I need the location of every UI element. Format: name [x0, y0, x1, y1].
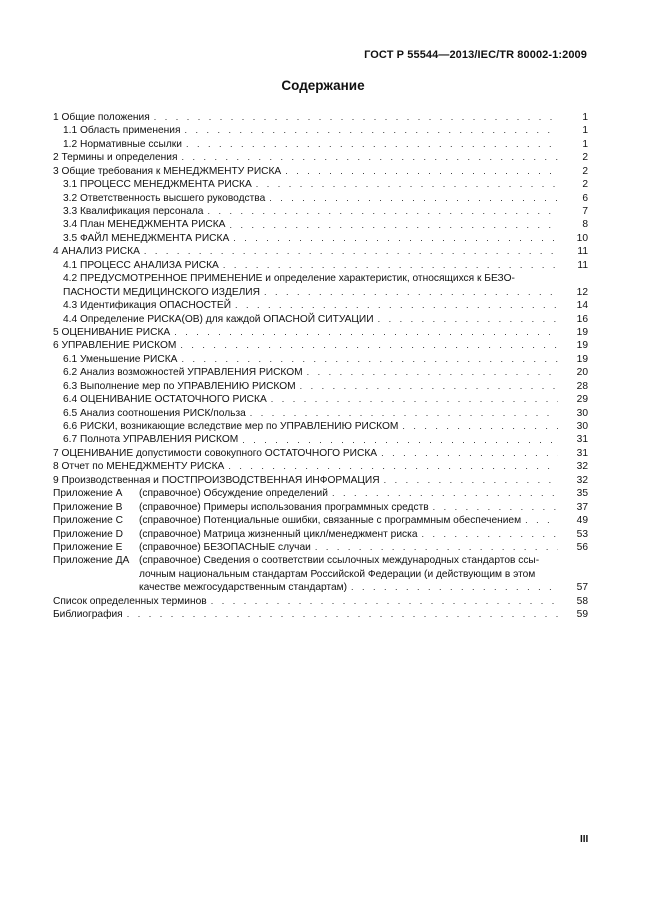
leader-dots: [181, 151, 558, 164]
toc-entry-page: 31: [576, 447, 588, 459]
leader-dots: [229, 219, 558, 232]
toc-entry-text: Библиография: [53, 609, 123, 621]
toc-entry[interactable]: [53, 420, 588, 433]
leader-dots: [421, 528, 558, 541]
leader-dots: [184, 124, 558, 137]
appendix-entry[interactable]: [53, 514, 588, 527]
leader-dots: [332, 487, 558, 500]
toc-entry[interactable]: [53, 286, 588, 299]
appendix-entry[interactable]: [53, 487, 588, 500]
toc-entry-page: 19: [576, 353, 588, 365]
leader-dots: [228, 460, 558, 473]
leader-dots: [233, 232, 558, 245]
toc-entry[interactable]: [53, 219, 588, 232]
toc-entry-page: 8: [582, 219, 588, 231]
toc-entry[interactable]: [53, 111, 588, 124]
toc-entry-page: 29: [576, 394, 588, 406]
toc-entry-page: 10: [576, 232, 588, 244]
appendix-page: 57: [576, 582, 588, 594]
table-of-contents: [53, 111, 588, 622]
toc-entry-page: 32: [576, 461, 588, 473]
appendix-text: (справочное) Примеры использования программных средств: [139, 501, 429, 513]
leader-dots: [242, 434, 558, 447]
toc-entry-page: 2: [582, 152, 588, 164]
appendix-text: (справочное) Матрица жизненный цикл/менеджмент риска: [139, 528, 418, 540]
toc-entry[interactable]: [53, 326, 588, 339]
appendix-entry[interactable]: [53, 554, 588, 567]
toc-title: Содержание: [281, 78, 365, 93]
appendix-name: Приложение С: [53, 515, 123, 527]
leader-dots: [285, 165, 558, 178]
toc-entry[interactable]: [53, 366, 588, 379]
toc-entry-page: 2: [582, 165, 588, 177]
appendix-page: 56: [576, 541, 588, 553]
appendix-entry[interactable]: [53, 541, 588, 554]
toc-entry-text: ПАСНОСТИ МЕДИЦИНСКОГО ИЗДЕЛИЯ: [63, 286, 260, 298]
leader-dots: [235, 299, 558, 312]
leader-dots: [378, 313, 558, 326]
toc-entry[interactable]: [53, 434, 588, 447]
toc-entry-page: 19: [576, 340, 588, 352]
leader-dots: [307, 366, 558, 379]
toc-entry[interactable]: [53, 205, 588, 218]
toc-entry-text: 3.4 План МЕНЕДЖМЕНТА РИСКА: [63, 219, 226, 231]
toc-entry-page: 16: [576, 313, 588, 325]
toc-entry-page: 1: [582, 111, 588, 123]
toc-entry[interactable]: [53, 124, 588, 137]
leader-dots: [402, 420, 558, 433]
leader-dots: [271, 393, 558, 406]
toc-entry-text: 6.5 Анализ соотношения РИСК/польза: [63, 407, 246, 419]
toc-entry-text: Список определенных терминов: [53, 595, 207, 607]
toc-entry-page: 6: [582, 192, 588, 204]
leader-dots: [207, 205, 558, 218]
leader-dots: [144, 245, 558, 258]
toc-entry[interactable]: [53, 178, 588, 191]
toc-entry-text: 7 ОЦЕНИВАНИЕ допустимости совокупного ОСТАТОЧНОГО РИСКА: [53, 447, 378, 459]
toc-entry[interactable]: [53, 407, 588, 420]
toc-entry[interactable]: [53, 151, 588, 164]
toc-entry-page: 1: [582, 138, 588, 150]
appendix-page: 35: [576, 488, 588, 500]
leader-dots: [223, 259, 558, 272]
leader-dots: [384, 474, 558, 487]
toc-entry-text: 8 Отчет по МЕНЕДЖМЕНТУ РИСКА: [53, 461, 225, 473]
appendix-text: (справочное) Потенциальные ошибки, связанные с программным обеспечением: [139, 515, 522, 527]
appendix-page: 37: [576, 501, 588, 513]
appendix-page: 53: [576, 528, 588, 540]
toc-entry-text: 6 УПРАВЛЕНИЕ РИСКОМ: [53, 340, 177, 352]
appendix-name: Приложение В: [53, 501, 123, 513]
toc-entry[interactable]: [53, 299, 588, 312]
toc-entry[interactable]: [53, 138, 588, 151]
toc-entry-text: 6.6 РИСКИ, возникающие вследствие мер по УПРАВЛЕНИЮ РИСКОМ: [63, 421, 399, 433]
leader-dots: [174, 326, 558, 339]
toc-entry-text: 3.5 ФАЙЛ МЕНЕДЖМЕНТА РИСКА: [63, 232, 230, 244]
toc-entry-text: 6.1 Уменьшение РИСКА: [63, 353, 178, 365]
appendix-text: (справочное) БЕЗОПАСНЫЕ случаи: [139, 541, 311, 553]
leader-dots: [250, 407, 558, 420]
toc-entry-text: 1.2 Нормативные ссылки: [63, 138, 182, 150]
appendix-text: лочным национальным стандартам Российской Федерации (и действующим в этом: [139, 568, 536, 580]
leader-dots: [256, 178, 558, 191]
toc-entry-page: 14: [576, 300, 588, 312]
appendix-entry[interactable]: [53, 568, 588, 581]
appendix-text: (справочное) Обсуждение определений: [139, 488, 328, 500]
toc-entry[interactable]: [53, 393, 588, 406]
toc-entry[interactable]: [53, 447, 588, 460]
toc-entry-text: 6.4 ОЦЕНИВАНИЕ ОСТАТОЧНОГО РИСКА: [63, 394, 267, 406]
toc-entry-page: 31: [576, 434, 588, 446]
appendix-page: 49: [576, 515, 588, 527]
toc-entry[interactable]: [53, 313, 588, 326]
appendix-entry[interactable]: [53, 501, 588, 514]
toc-entry[interactable]: [53, 232, 588, 245]
leader-dots: [525, 514, 558, 527]
leader-dots: [127, 608, 558, 621]
toc-entry-page: 11: [577, 246, 588, 258]
leader-dots: [381, 447, 558, 460]
toc-entry-text: 1 Общие положения: [53, 111, 150, 123]
leader-dots: [433, 501, 558, 514]
leader-dots: [264, 286, 558, 299]
toc-entry-page: 19: [576, 326, 588, 338]
toc-entry-text: 3.3 Квалификация персонала: [63, 206, 204, 218]
toc-entry[interactable]: [53, 595, 588, 608]
appendix-text: качестве межгосударственным стандартам): [139, 582, 348, 594]
leader-dots: [211, 595, 558, 608]
toc-entry[interactable]: [53, 272, 588, 285]
leader-dots: [269, 192, 558, 205]
toc-entry[interactable]: [53, 165, 588, 178]
toc-entry-page: 30: [576, 407, 588, 419]
leader-dots: [180, 339, 558, 352]
toc-entry-text: 6.7 Полнота УПРАВЛЕНИЯ РИСКОМ: [63, 434, 239, 446]
toc-entry-text: 4.4 Определение РИСКА(ОВ) для каждой ОПАСНОЙ СИТУАЦИИ: [63, 313, 374, 325]
appendix-text: (справочное) Сведения о соответствии ссылочных международных стандартов ссы-: [139, 555, 540, 567]
toc-entry-page: 12: [576, 286, 588, 298]
toc-entry-page: 7: [582, 206, 588, 218]
toc-entry-page: 11: [577, 259, 588, 271]
toc-entry-text: 1.1 Область применения: [63, 125, 181, 137]
toc-entry-text: 4.1 ПРОЦЕСС АНАЛИЗА РИСКА: [63, 259, 219, 271]
leader-dots: [300, 380, 558, 393]
appendix-entry[interactable]: [53, 528, 588, 541]
leader-dots: [351, 581, 558, 594]
document-code: ГОСТ Р 55544—2013/IEC/TR 80002-1:2009: [364, 49, 587, 61]
toc-entry[interactable]: [53, 192, 588, 205]
toc-entry-text: 4.3 Идентификация ОПАСНОСТЕЙ: [63, 300, 232, 312]
toc-entry-text: 6.3 Выполнение мер по УПРАВЛЕНИЮ РИСКОМ: [63, 380, 296, 392]
toc-entry-text: 9 Производственная и ПОСТПРОИЗВОДСТВЕННАЯ ИНФОРМАЦИЯ: [53, 474, 380, 486]
toc-entry-text: 6.2 Анализ возможностей УПРАВЛЕНИЯ РИСКОМ: [63, 367, 303, 379]
toc-entry-text: 3 Общие требования к МЕНЕДЖМЕНТУ РИСКА: [53, 165, 282, 177]
toc-entry-page: 32: [576, 474, 588, 486]
toc-entry[interactable]: [53, 353, 588, 366]
toc-entry-page: 20: [576, 367, 588, 379]
leader-dots: [181, 353, 558, 366]
toc-entry-page: 28: [576, 380, 588, 392]
toc-entry-page: 59: [576, 609, 588, 621]
leader-dots: [315, 541, 558, 554]
toc-entry-text: 5 ОЦЕНИВАНИЕ РИСКА: [53, 326, 171, 338]
toc-entry-page: 2: [582, 179, 588, 191]
toc-entry[interactable]: [53, 339, 588, 352]
toc-entry-text: 3.1 ПРОЦЕСС МЕНЕДЖМЕНТА РИСКА: [63, 179, 252, 191]
toc-entry-text: 4 АНАЛИЗ РИСКА: [53, 246, 140, 258]
toc-entry-page: 1: [582, 125, 588, 137]
toc-entry-page: 30: [576, 421, 588, 433]
toc-entry[interactable]: [53, 380, 588, 393]
toc-entry[interactable]: [53, 245, 588, 258]
appendix-name: Приложение ДА: [53, 555, 130, 567]
toc-entry[interactable]: [53, 608, 588, 621]
appendix-entry[interactable]: [53, 581, 588, 594]
toc-entry[interactable]: [53, 474, 588, 487]
toc-entry[interactable]: [53, 259, 588, 272]
appendix-name: Приложение А: [53, 488, 123, 500]
appendix-name: Приложение D: [53, 528, 123, 540]
toc-entry-page: 58: [576, 595, 588, 607]
leader-dots: [154, 111, 558, 124]
appendix-name: Приложение Е: [53, 541, 123, 553]
page-number: III: [580, 834, 589, 845]
toc-entry-text: 2 Термины и определения: [53, 152, 178, 164]
leader-dots: [186, 138, 558, 151]
toc-entry-text: 3.2 Ответственность высшего руководства: [63, 192, 266, 204]
toc-entry[interactable]: [53, 460, 588, 473]
toc-entry-text: 4.2 ПРЕДУСМОТРЕННОЕ ПРИМЕНЕНИЕ и определение характеристик, относящихся к БЕЗО-: [63, 273, 515, 285]
